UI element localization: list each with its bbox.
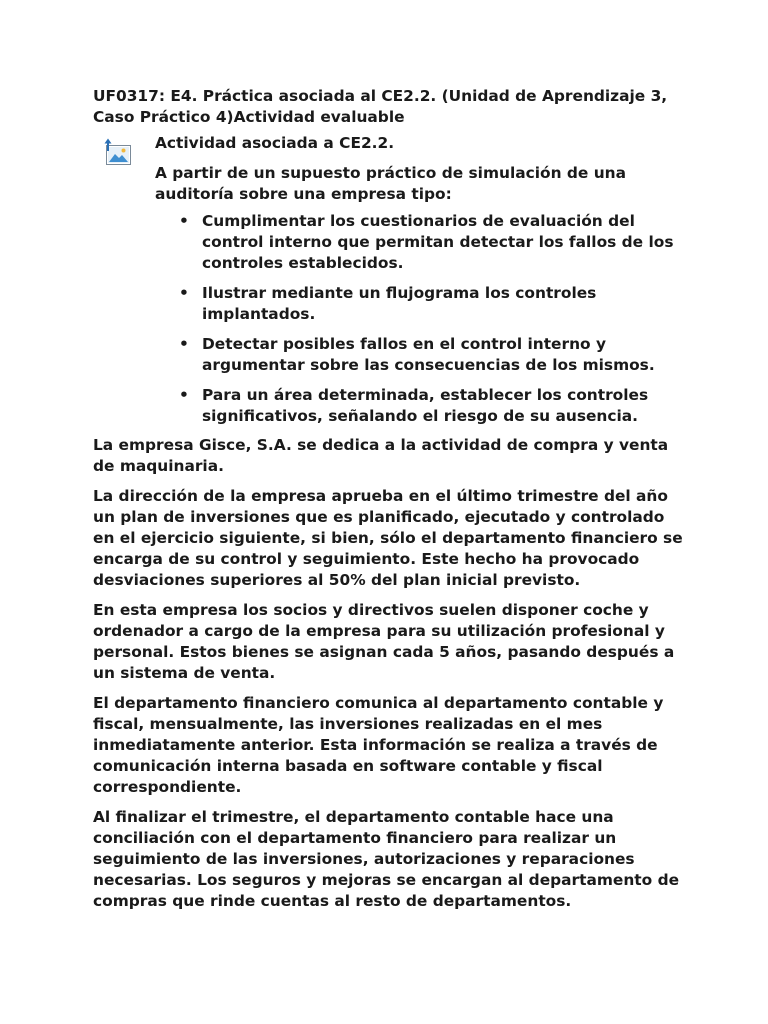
list-item bbox=[179, 334, 683, 376]
list-item bbox=[179, 211, 683, 274]
bullet-dot: • bbox=[179, 386, 189, 404]
list-item-text: Cumplimentar los cuestionarios de evaluación del control interno que permitan detectar los fallos de los controles establecidos. bbox=[202, 212, 674, 272]
bullet-dot: • bbox=[179, 335, 189, 353]
list-item-text: Ilustrar mediante un flujograma los controles implantados. bbox=[202, 284, 597, 323]
image-upload-icon bbox=[103, 137, 133, 167]
document-heading: UF0317: E4. Práctica asociada al CE2.2. (Unidad de Aprendizaje 3, Caso Práctico 4)Actividad evaluable bbox=[93, 87, 668, 126]
bullet-dot: • bbox=[179, 212, 189, 230]
list-item bbox=[179, 385, 683, 427]
paragraph: Al finalizar el trimestre, el departamento contable hace una conciliación con el departamento financiero para realizar un seguimiento de las inversiones, autorizaciones y reparaciones necesarias. Los seguros y mejoras se encargan al departamento de compras que rinde cuentas al resto de departamentos. bbox=[93, 808, 680, 910]
paragraph: La empresa Gisce, S.A. se dedica a la actividad de compra y venta de maquinaria. bbox=[93, 436, 669, 475]
list-item-text: Detectar posibles fallos en el control interno y argumentar sobre las consecuencias de los mismos. bbox=[202, 335, 655, 374]
bullet-dot: • bbox=[179, 284, 189, 302]
activity-intro: A partir de un supuesto práctico de simulación de una auditoría sobre una empresa tipo: bbox=[155, 164, 627, 203]
paragraph: En esta empresa los socios y directivos suelen disponer coche y ordenador a cargo de la empresa para su utilización profesional y personal. Estos bienes se asignan cada 5 años, pasando después a un sistema de venta. bbox=[93, 601, 675, 682]
paragraph: La dirección de la empresa aprueba en el último trimestre del año un plan de inversiones que es planificado, ejecutado y controlado en el ejercicio siguiente, si bien, sólo el departamento financiero se encarga de su control y seguimiento. Este hecho ha provocado desviaciones superiores al 50% del plan inicial previsto. bbox=[93, 487, 683, 589]
list-item-text: Para un área determinada, establecer los controles significativos, señalando el riesgo de su ausencia. bbox=[202, 386, 649, 425]
activity-title: Actividad asociada a CE2.2. bbox=[155, 134, 395, 152]
activity-bullet-list bbox=[155, 211, 683, 427]
paragraph: El departamento financiero comunica al departamento contable y fiscal, mensualmente, las inversiones realizadas en el mes inmediatamente anterior. Esta información se realiza a través de comunicación interna basada en software contable y fiscal correspondiente. bbox=[93, 694, 664, 796]
document-page bbox=[93, 86, 683, 921]
activity-section bbox=[93, 133, 683, 427]
list-item bbox=[179, 283, 683, 325]
